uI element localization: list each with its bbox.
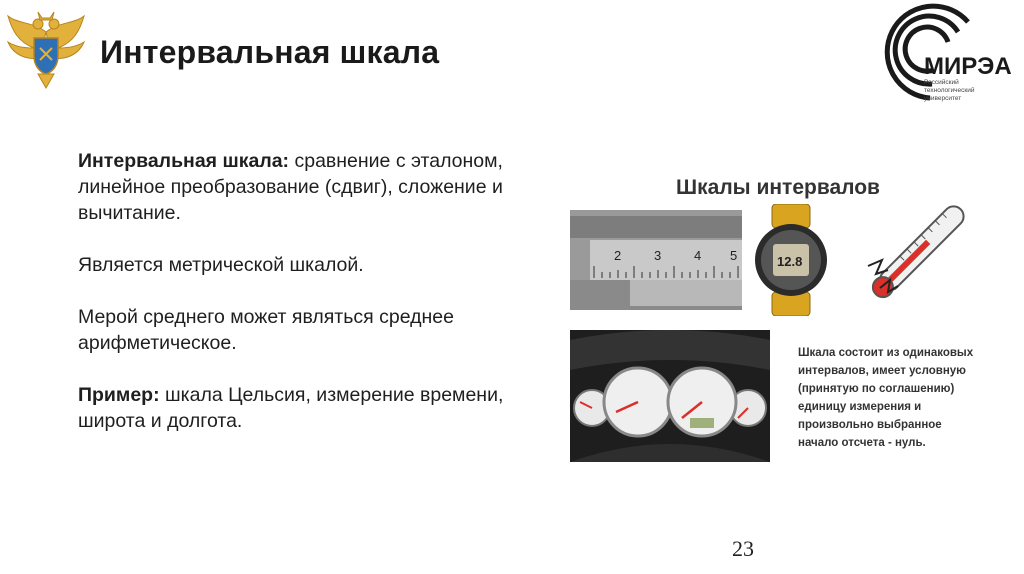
caliper-image [570,210,742,310]
caliper-number: 3 [654,248,662,263]
definition-term: Интервальная шкала: [78,150,290,172]
mirea-logo-subtext-1: Российский [924,79,959,86]
page-title: Интервальная шкала [100,34,440,70]
example-term: Пример: [78,384,160,406]
example-text: шкала Цельсия, измерение времени, широта и долгота. [78,384,504,432]
mirea-logo [872,2,1022,102]
watch-display-value: 12.8 [777,254,803,269]
mirea-logo-subtext-2: технологический [924,87,975,94]
definition-paragraph [78,148,548,226]
figure-note: Шкала состоит из одинаковых интервалов, имеет условную (принятую по соглашению) единицу измерения и произвольно выбранное начало отсчета - нуль. [798,347,974,449]
mirea-logo-text: МИРЭА [924,53,1012,80]
page-number: 23 [732,536,754,561]
caliper-number: 5 [730,248,738,263]
caliper-number: 2 [614,248,622,263]
thermometer-image [858,196,970,316]
mirea-logo-graphic [872,2,1022,102]
caliper-number: 4 [694,248,702,263]
mirea-logo-subtext-3: университет [924,95,962,102]
example-paragraph [78,382,548,434]
sports-watch-image [752,204,830,316]
metric-paragraph: Является метрической шкалой. [78,254,364,276]
mean-paragraph: Мерой среднего может являться среднее арифметическое. [78,306,454,354]
interval-scales-figure [562,148,994,468]
definition-text: сравнение с эталоном, линейное преобразование (сдвиг), сложение и вычитание. [78,150,503,224]
figure-heading: Шкалы интервалов [676,176,880,199]
car-dashboard-image [570,330,770,462]
ministry-emblem-logo [4,2,88,94]
slide-body-text [78,148,548,460]
